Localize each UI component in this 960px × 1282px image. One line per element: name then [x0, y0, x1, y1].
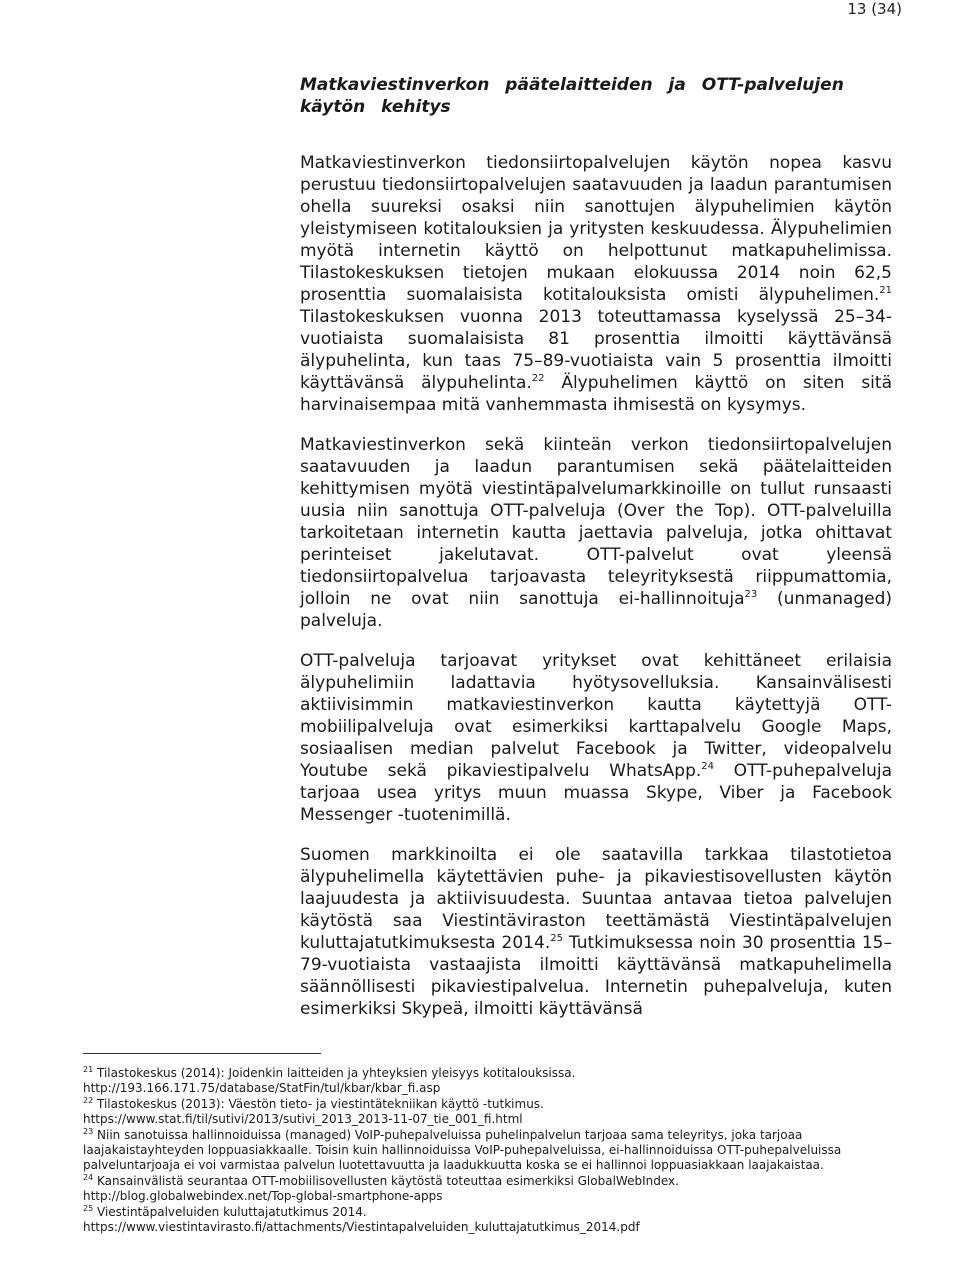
paragraph-1-text-c: Älypuhelimen käyttö on siten sitä harvinaisempaa mitä vanhemmasta ihmisestä on kysymys. — [300, 373, 892, 415]
footnote-url[interactable]: https://www.viestintavirasto.fi/attachments/Viestintapalveluiden_kuluttajatutkimus_2014.pdf — [83, 1220, 640, 1235]
footnote-ref-21[interactable]: 21 — [879, 285, 892, 296]
paragraph-2 — [300, 434, 892, 632]
footnote-text: Niin sanotuissa hallinnoiduissa (managed) VoIP-puhepalveluissa puhelinpalvelun tarjoaa sama teleyritys, joka tarjoaa laajakaistayhteyden loppuasiakkaalle. Toisin kuin hallinnoiduissa VoIP-puhepalveluissa, ei-hallinnoiduissa OTT-puhepalveluissa palveluntarjoaja ei voi varmistaa palvelun luotettavuutta ja laadukkuutta koska se ei hallinnoi loppuasiakkaan laajakaistaa. — [83, 1127, 842, 1173]
paragraph-1-text-b: Tilastokeskuksen vuonna 2013 toteuttamassa kyselyssä 25–34-vuotiaista suomalaisista 81 prosenttia ilmoitti käyttävänsä älypuhelinta, kun taas 75–89-vuotiaista vain 5 prosenttia ilmoitti käyttävänsä älypuhelinta. — [300, 307, 892, 393]
paragraph-3-text-a: OTT-palveluja tarjoavat yritykset ovat kehittäneet erilaisia älypuhelimiin ladattavia hyötysovelluksia. Kansainvälisesti aktiivisimmin matkaviestinverkon kautta käytettyjä OTT-mobiilipalveluja ovat esimerkiksi karttapalvelu Google Maps, sosiaalisen median palvelut Facebook ja Twitter, videopalvelu Youtube sekä pikaviestipalvelu WhatsApp. — [300, 651, 892, 781]
paragraph-2-text-a: Matkaviestinverkon sekä kiinteän verkon tiedonsiirtopalvelujen saatavuuden ja laadun parantumisen sekä päätelaitteiden kehittymisen myötä viestintäpalvelumarkkinoille on tullut runsaasti uusia niin sanottuja OTT-palveluja (Over the Top). OTT-palveluilla tarkoitetaan internetin kautta jaettavia palveluja, jotka ohittavat perinteiset jakelutavat. OTT-palvelut ovat yleensä tiedonsiirtopalvelua tarjoavasta teleyrityksestä riippumattomia, jolloin ne ovat niin sanottuja ei-hallinnoituja — [300, 435, 892, 609]
paragraph-3-text-b: OTT-puhepalveluja tarjoaa usea yritys muun muassa Skype, Viber ja Facebook Messenger -tuotenimillä. — [300, 761, 892, 825]
footnote-text: Tilastokeskus (2013): Väestön tieto- ja viestintätekniikan käyttö -tutkimus. — [93, 1096, 544, 1111]
paragraph-2-text-b: (unmanaged) palveluja. — [300, 589, 893, 631]
footnotes — [83, 1066, 893, 1235]
footnote-url[interactable]: http://193.166.171.75/database/StatFin/tul/kbar/kbar_fi.asp — [83, 1081, 441, 1096]
footnote-divider — [83, 1053, 321, 1054]
paragraph-4-text-a: Suomen markkinoilta ei ole saatavilla tarkkaa tilastotietoa älypuhelimella käytettävien puhe- ja pikaviestisovellusten käytön laajuudesta ja aktiivisuudesta. Suuntaa antavaa tietoa palvelujen käytöstä saa Viestintäviraston teettämästä Viestintäpalvelujen kuluttajatutkimuksesta 2014. — [300, 845, 892, 953]
footnote-text: Kansainvälistä seurantaa OTT-mobiilisovellusten käytöstä toteuttaa esimerkiksi GlobalWebIndex. — [93, 1173, 679, 1188]
footnote-25 — [83, 1205, 893, 1236]
paragraph-1 — [300, 152, 892, 416]
footnote-ref-22[interactable]: 22 — [531, 373, 545, 384]
footnote-24 — [83, 1174, 893, 1205]
paragraph-4-text-b: Tutkimuksessa noin 30 prosenttia 15–79-vuotiaista vastaajista ilmoitti käyttävänsä matkapuhelimella säännöllisesti pikaviestipalvelua. Internetin puhepalveluja, kuten esimerkiksi Skypeä, ilmoitti käyttävänsä — [300, 933, 892, 1019]
footnote-number: 25 — [83, 1203, 94, 1213]
footnote-url[interactable]: https://www.stat.fi/til/sutivi/2013/sutivi_2013_2013-11-07_tie_001_fi.html — [83, 1112, 523, 1127]
footnote-ref-25[interactable]: 25 — [550, 933, 563, 944]
footnote-number: 22 — [83, 1095, 94, 1105]
paragraph-1-text-a: Matkaviestinverkon tiedonsiirtopalvelujen käytön nopea kasvu perustuu tiedonsiirtopalvelujen saatavuuden ja laadun parantumisen ohella suureksi osaksi niin sanottujen älypuhelimien käytön yleistymiseen kotitalouksien ja yritysten keskuudessa. Älypuhelimien myötä internetin käyttö on helpottunut matkapuhelimissa. Tilastokeskuksen tietojen mukaan elokuussa 2014 noin 62,5 prosenttia suomalaisista kotitalouksista omisti älypuhelimen. — [300, 153, 892, 305]
footnote-21 — [83, 1066, 893, 1097]
main-content — [300, 74, 892, 1038]
footnote-22 — [83, 1097, 893, 1128]
footnote-number: 24 — [83, 1172, 94, 1182]
footnote-number: 23 — [83, 1126, 94, 1136]
paragraph-3 — [300, 650, 892, 826]
footnote-text: Viestintäpalveluiden kuluttajatutkimus 2014. — [93, 1204, 367, 1219]
paragraph-4 — [300, 844, 892, 1020]
section-heading: Matkaviestinverkon päätelaitteiden ja OTT-palvelujen käytön kehitys — [300, 75, 844, 117]
footnote-number: 21 — [83, 1065, 94, 1074]
footnote-23 — [83, 1128, 893, 1174]
footnote-text: Tilastokeskus (2014): Joidenkin laitteiden ja yhteyksien yleisyys kotitalouksissa. — [93, 1066, 576, 1080]
footnote-ref-23[interactable]: 23 — [744, 589, 758, 600]
page-number: 13 (34) — [847, 0, 902, 18]
footnote-ref-24[interactable]: 24 — [701, 761, 715, 772]
footnote-url[interactable]: http://blog.globalwebindex.net/Top-global-smartphone-apps — [83, 1189, 443, 1204]
